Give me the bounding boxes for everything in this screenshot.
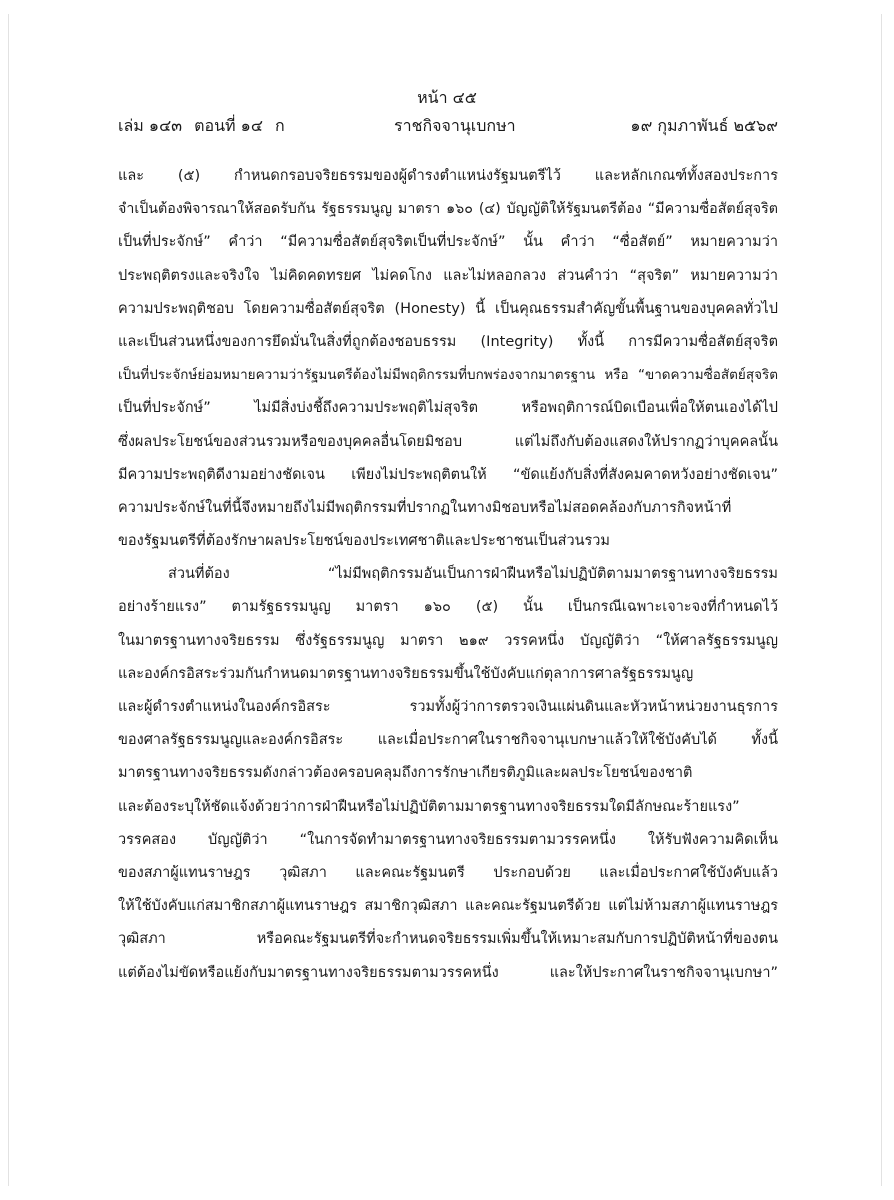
text-line: ความประพฤติชอบ โดยความซื่อสัตย์สุจริต (Honesty) นี้ เป็นคุณธรรมสำคัญขั้นพื้นฐานของบุคคลทั่วไป bbox=[118, 300, 778, 317]
text-line: และเป็นส่วนหนึ่งของการยึดมั่นในสิ่งที่ถูกต้องชอบธรรม (Integrity) ทั้งนี้ การมีความซื่อสัตย์สุจริต bbox=[118, 333, 778, 350]
text-line: แต่ต้องไม่ขัดหรือแย้งกับมาตรฐานทางจริยธรรมตามวรรคหนึ่ง และให้ประกาศในราชกิจจานุเบกษา” bbox=[118, 964, 778, 981]
text-line: เป็นที่ประจักษ์” ไม่มีสิ่งบ่งชี้ถึงความประพฤติไม่สุจริต หรือพฤติการณ์บิดเบือนเพื่อให้ตนเองได้ไป bbox=[118, 400, 778, 417]
text-line: ของสภาผู้แทนราษฎร วุฒิสภา และคณะรัฐมนตรี ประกอบด้วย และเมื่อประกาศใช้บังคับแล้ว bbox=[118, 864, 778, 881]
text-line: ของศาลรัฐธรรมนูญและองค์กรอิสระ และเมื่อประกาศในราชกิจจานุเบกษาแล้วให้ใช้บังคับได้ ทั้งนี้ bbox=[118, 732, 778, 749]
paragraph-start-line: ส่วนที่ต้อง “ไม่มีพฤติกรรมอันเป็นการฝ่าฝืนหรือไม่ปฏิบัติตามมาตรฐานทางจริยธรรม bbox=[168, 566, 778, 583]
gazette-header bbox=[118, 113, 778, 139]
text-line: วรรคสอง บัญญัติว่า “ในการจัดทำมาตรฐานทางจริยธรรมตามวรรคหนึ่ง ให้รับฟังความคิดเห็น bbox=[118, 831, 778, 848]
text-line: ซึ่งผลประโยชน์ของส่วนรวมหรือของบุคคลอื่นโดยมิชอบ แต่ไม่ถึงกับต้องแสดงให้ปรากฏว่าบุคคลนั้น bbox=[118, 433, 778, 450]
publication-date: ๑๙ กุมภาพันธ์ ๒๕๖๙ bbox=[630, 116, 778, 135]
text-line: และผู้ดำรงตำแหน่งในองค์กรอิสระ รวมทั้งผู้ว่าการตรวจเงินแผ่นดินและหัวหน้าหน่วยงานธุรการ bbox=[118, 699, 778, 715]
text-line: มีความประพฤติดีงามอย่างชัดเจน เพียงไม่ประพฤติตนให้ “ขัดแย้งกับสิ่งที่สังคมคาดหวังอย่างชัดเจน” bbox=[118, 466, 778, 483]
text-line: เป็นที่ประจักษ์” คำว่า “มีความซื่อสัตย์สุจริตเป็นที่ประจักษ์” นั้น คำว่า “ซื่อสัตย์” หมายความว่า bbox=[118, 234, 778, 251]
page-number: หน้า ๔๕ bbox=[417, 88, 477, 107]
text-line: ความประจักษ์ในที่นี้จึงหมายถึงไม่มีพฤติกรรมที่ปรากฏในทางมิชอบหรือไม่สอดคล้องกับภารกิจหน้าที่ bbox=[118, 499, 732, 516]
body-text bbox=[118, 160, 778, 990]
volume-number: เล่ม ๑๔๓ bbox=[118, 116, 183, 135]
text-line: ให้ใช้บังคับแก่สมาชิกสภาผู้แทนราษฎร สมาชิกวุฒิสภา และคณะรัฐมนตรีด้วย แต่ไม่ห้ามสภาผู้แทนราษฎร bbox=[118, 898, 778, 915]
text-line: และองค์กรอิสระร่วมกันกำหนดมาตรฐานทางจริยธรรมขึ้นใช้บังคับแก่ตุลาการศาลรัฐธรรมนูญ bbox=[118, 665, 694, 682]
text-line: และต้องระบุให้ชัดแจ้งด้วยว่าการฝ่าฝืนหรือไม่ปฏิบัติตามมาตรฐานทางจริยธรรมใดมีลักษณะร้ายแรง” bbox=[118, 798, 740, 815]
text-line: อย่างร้ายแรง” ตามรัฐธรรมนูญ มาตรา ๑๖๐ (๕) นั้น เป็นกรณีเฉพาะเจาะจงที่กำหนดไว้ bbox=[118, 599, 778, 616]
text-line: เป็นที่ประจักษ์ย่อมหมายความว่ารัฐมนตรีต้องไม่มีพฤติกรรมที่บกพร่องจากมาตรฐาน หรือ “ขาดความซื่อสัตย์สุจริต bbox=[118, 367, 778, 384]
publication-name: ราชกิจจานุเบกษา bbox=[394, 116, 516, 135]
text-line: ในมาตรฐานทางจริยธรรม ซึ่งรัฐธรรมนูญ มาตรา ๒๑๙ วรรคหนึ่ง บัญญัติว่า “ให้ศาลรัฐธรรมนูญ bbox=[118, 632, 778, 649]
text-line: ประพฤติตรงและจริงใจ ไม่คิดคดทรยศ ไม่คดโกง และไม่หลอกลวง ส่วนคำว่า “สุจริต” หมายความว่า bbox=[118, 267, 778, 284]
header-left bbox=[118, 113, 297, 139]
text-line: วุฒิสภา หรือคณะรัฐมนตรีที่จะกำหนดจริยธรรมเพิ่มขึ้นให้เหมาะสมกับการปฏิบัติหน้าที่ของตน bbox=[118, 931, 778, 948]
text-line: ของรัฐมนตรีที่ต้องรักษาผลประโยชน์ของประเทศชาติและประชาชนเป็นส่วนรวม bbox=[118, 533, 610, 550]
text-line: และ (๕) กำหนดกรอบจริยธรรมของผู้ดำรงตำแหน่งรัฐมนตรีไว้ และหลักเกณฑ์ทั้งสองประการ bbox=[118, 168, 778, 184]
issue-number: ตอนที่ ๑๔ bbox=[194, 116, 263, 135]
text-line: มาตรฐานทางจริยธรรมดังกล่าวต้องครอบคลุมถึงการรักษาเกียรติภูมิและผลประโยชน์ของชาติ bbox=[118, 765, 693, 782]
section-letter: ก bbox=[274, 116, 285, 135]
text-line: จำเป็นต้องพิจารณาให้สอดรับกัน รัฐธรรมนูญ มาตรา ๑๖๐ (๔) บัญญัติให้รัฐมนตรีต้อง “มีความซื่อสัตย์สุจริต bbox=[118, 201, 778, 218]
